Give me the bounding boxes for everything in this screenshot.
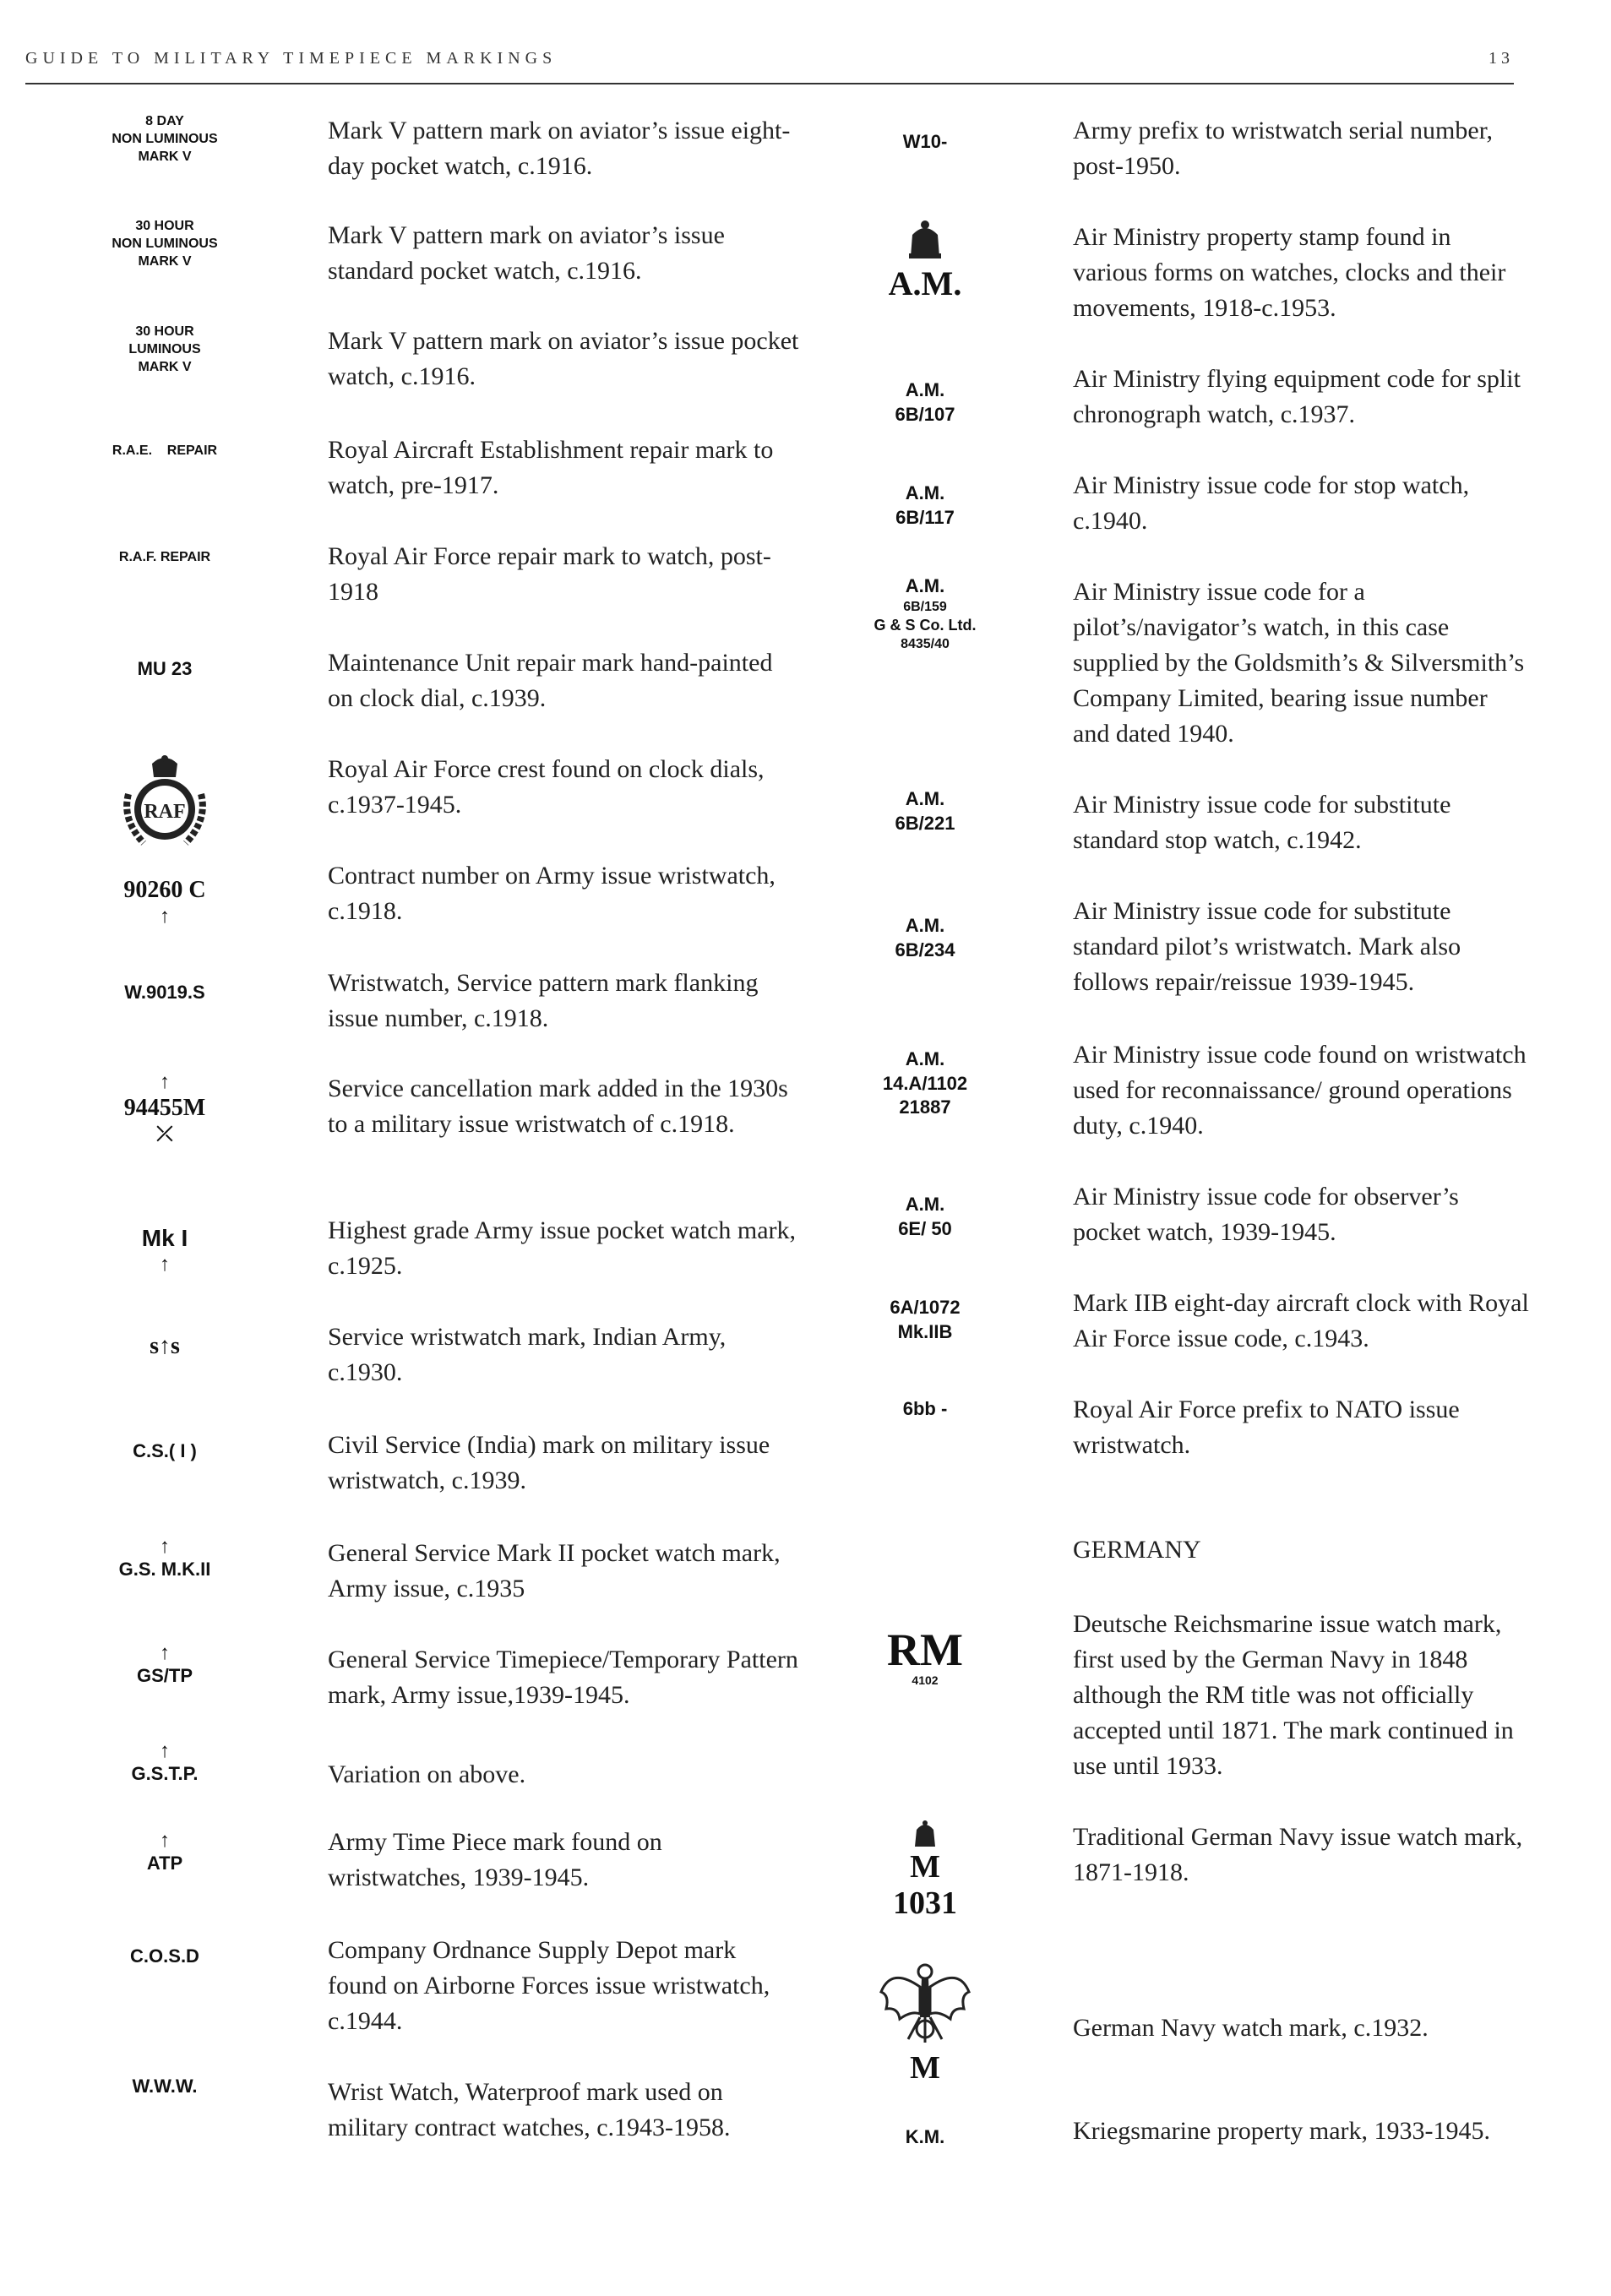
broad-arrow-icon: ↑ xyxy=(160,905,170,928)
crown-icon xyxy=(908,1820,942,1850)
running-title: GUIDE TO MILITARY TIMEPIECE MARKINGS xyxy=(25,49,558,68)
mark-label: W.9019.S xyxy=(124,982,205,1003)
mark-label: Mk I ↑ xyxy=(59,1223,270,1276)
mark-label: ↑ 94455M ⤫ xyxy=(59,1071,270,1145)
mark-description: General Service Timepiece/Temporary Pattern mark, Army issue,1939-1945. xyxy=(328,1646,798,1709)
mark-label: W.W.W. xyxy=(132,2076,198,2097)
mark-description: Air Ministry issue code for substitute standard pilot’s wristwatch. Mark also follows repair/reissue 1939-1945. xyxy=(1073,897,1461,996)
svg-text:RAF: RAF xyxy=(144,801,186,823)
mark-description: Contract number on Army issue wristwatch, c.1918. xyxy=(328,862,776,925)
mark-label: A.M. 6B/221 xyxy=(895,788,955,834)
mark-label: A.M. 6B/117 xyxy=(895,482,955,528)
mark-description: Royal Aircraft Establishment repair mark to watch, pre-1917. xyxy=(328,436,774,499)
mark-label: R.A.E. REPAIR xyxy=(112,443,218,458)
mark-description: Mark V pattern mark on aviator’s issue eight-day pocket watch, c.1916. xyxy=(328,117,791,180)
mark-label: R.A.F. REPAIR xyxy=(118,550,211,564)
mark-description: Army Time Piece mark found on wristwatches, 1939-1945. xyxy=(328,1828,662,1891)
air-ministry-stamp-icon: A.M. xyxy=(811,220,1039,306)
cancel-arrow-icon: ⤫ xyxy=(156,1123,173,1146)
mark-label: ↑ ATP xyxy=(59,1830,270,1876)
broad-arrow-icon: ↑ xyxy=(160,1641,170,1664)
mark-description: Traditional German Navy issue watch mark, 1871-1918. xyxy=(1073,1823,1523,1886)
page-header xyxy=(25,49,1514,84)
mark-label: C.O.S.D xyxy=(130,1945,199,1967)
mark-label: 30 HOUR LUMINOUS MARK V xyxy=(128,324,201,374)
mark-label: W10- xyxy=(902,131,948,152)
mark-description: Royal Air Force crest found on clock dials, c.1937-1945. xyxy=(328,755,765,819)
mark-label: ↑ GS/TP xyxy=(59,1642,270,1689)
mark-label: RM 4102 xyxy=(887,1624,963,1687)
mark-label: ↑ G.S. M.K.II xyxy=(59,1536,270,1582)
mark-label: C.S.( I ) xyxy=(133,1440,197,1461)
mark-description: Air Ministry issue code found on wristwatch used for reconnaissance/ ground operations duty, c.1940. xyxy=(1073,1041,1527,1140)
mark-description: Variation on above. xyxy=(328,1760,526,1788)
mark-description: Kriegsmarine property mark, 1933-1945. xyxy=(1073,2117,1491,2145)
broad-arrow-icon: ↑ xyxy=(160,1829,170,1852)
mark-label: 30 HOUR NON LUMINOUS MARK V xyxy=(112,219,218,269)
page-number: 13 xyxy=(1489,49,1514,68)
mark-label: M 1031 xyxy=(811,1820,1039,1923)
mark-description: German Navy watch mark, c.1932. xyxy=(1073,2014,1429,2042)
mark-description: Service cancellation mark added in the 1930s to a military issue wristwatch of c.1918. xyxy=(328,1075,788,1138)
mark-description: Air Ministry issue code for a pilot’s/navigator’s watch, in this case supplied by the Goldsmith’s & Silversmith’s Company Limited, bearing issue number and dated 1940. xyxy=(1073,578,1525,748)
mark-label: 8 DAY NON LUMINOUS MARK V xyxy=(112,114,218,164)
broad-arrow-icon: ↑ xyxy=(160,1070,170,1093)
mark-description: Maintenance Unit repair mark hand-painted on clock dial, c.1939. xyxy=(328,649,773,712)
eagle-emblem-icon: M xyxy=(811,1958,1039,2085)
mark-label: A.M. 6B/107 xyxy=(895,379,955,425)
mark-description: Air Ministry issue code for substitute standard stop watch, c.1942. xyxy=(1073,791,1451,854)
mark-label: K.M. xyxy=(905,2126,945,2147)
raf-crest-icon xyxy=(59,752,270,853)
mark-description: Air Ministry flying equipment code for split chronograph watch, c.1937. xyxy=(1073,365,1521,428)
mark-description: Company Ordnance Supply Depot mark found on Airborne Forces issue wristwatch, c.1944. xyxy=(328,1936,770,2035)
mark-description: Mark V pattern mark on aviator’s issue pocket watch, c.1916. xyxy=(328,327,799,390)
mark-label: MU 23 xyxy=(137,658,193,679)
mark-description: Mark V pattern mark on aviator’s issue standard pocket watch, c.1916. xyxy=(328,221,725,285)
mark-description: Civil Service (India) mark on military issue wristwatch, c.1939. xyxy=(328,1431,770,1494)
mark-description: Royal Air Force repair mark to watch, post-1918 xyxy=(328,542,771,606)
mark-label: 6bb - xyxy=(902,1398,948,1419)
broad-arrow-icon: ↑ xyxy=(160,1535,170,1558)
broad-arrow-icon: ↑ xyxy=(160,1253,170,1276)
mark-label: A.M. 14.A/1102 21887 xyxy=(882,1048,968,1118)
mark-label: s↑s xyxy=(150,1333,180,1359)
mark-description: Deutsche Reichsmarine issue watch mark, first used by the German Navy in 1848 although the RM title was not officially accepted until 1871. The mark continued in use until 1933. xyxy=(1073,1610,1514,1780)
mark-description: Royal Air Force prefix to NATO issue wristwatch. xyxy=(1073,1396,1460,1459)
mark-description: Wrist Watch, Waterproof mark used on military contract watches, c.1943-1958. xyxy=(328,2078,731,2141)
mark-description: Army prefix to wristwatch serial number, post-1950. xyxy=(1073,117,1493,180)
mark-label: A.M. 6B/234 xyxy=(895,915,955,960)
mark-label: A.M. 6B/159 G & S Co. Ltd. 8435/40 xyxy=(874,575,977,651)
mark-description: Mark IIB eight-day aircraft clock with Royal Air Force issue code, c.1943. xyxy=(1073,1289,1529,1352)
mark-description: Service wristwatch mark, Indian Army, c.1930. xyxy=(328,1323,727,1386)
mark-description: Air Ministry property stamp found in various forms on watches, clocks and their movements, 1918-c.1953. xyxy=(1073,223,1506,322)
mark-description: General Service Mark II pocket watch mark, Army issue, c.1935 xyxy=(328,1539,781,1602)
section-heading-germany: GERMANY xyxy=(1073,1536,1201,1564)
mark-label: ↑ G.S.T.P. xyxy=(59,1740,270,1787)
mark-label: A.M. 6E/ 50 xyxy=(898,1194,952,1239)
mark-description: Air Ministry issue code for stop watch, c.1940. xyxy=(1073,471,1470,535)
mark-description: Highest grade Army issue pocket watch mark, c.1925. xyxy=(328,1216,797,1280)
mark-label: 6A/1072 Mk.IIB xyxy=(890,1297,961,1342)
broad-arrow-icon: ↑ xyxy=(160,1739,170,1762)
mark-description: Air Ministry issue code for observer’s pocket watch, 1939-1945. xyxy=(1073,1183,1459,1246)
mark-description: Wristwatch, Service pattern mark flanking issue number, c.1918. xyxy=(328,969,759,1032)
mark-label: 90260 C ↑ xyxy=(59,875,270,928)
